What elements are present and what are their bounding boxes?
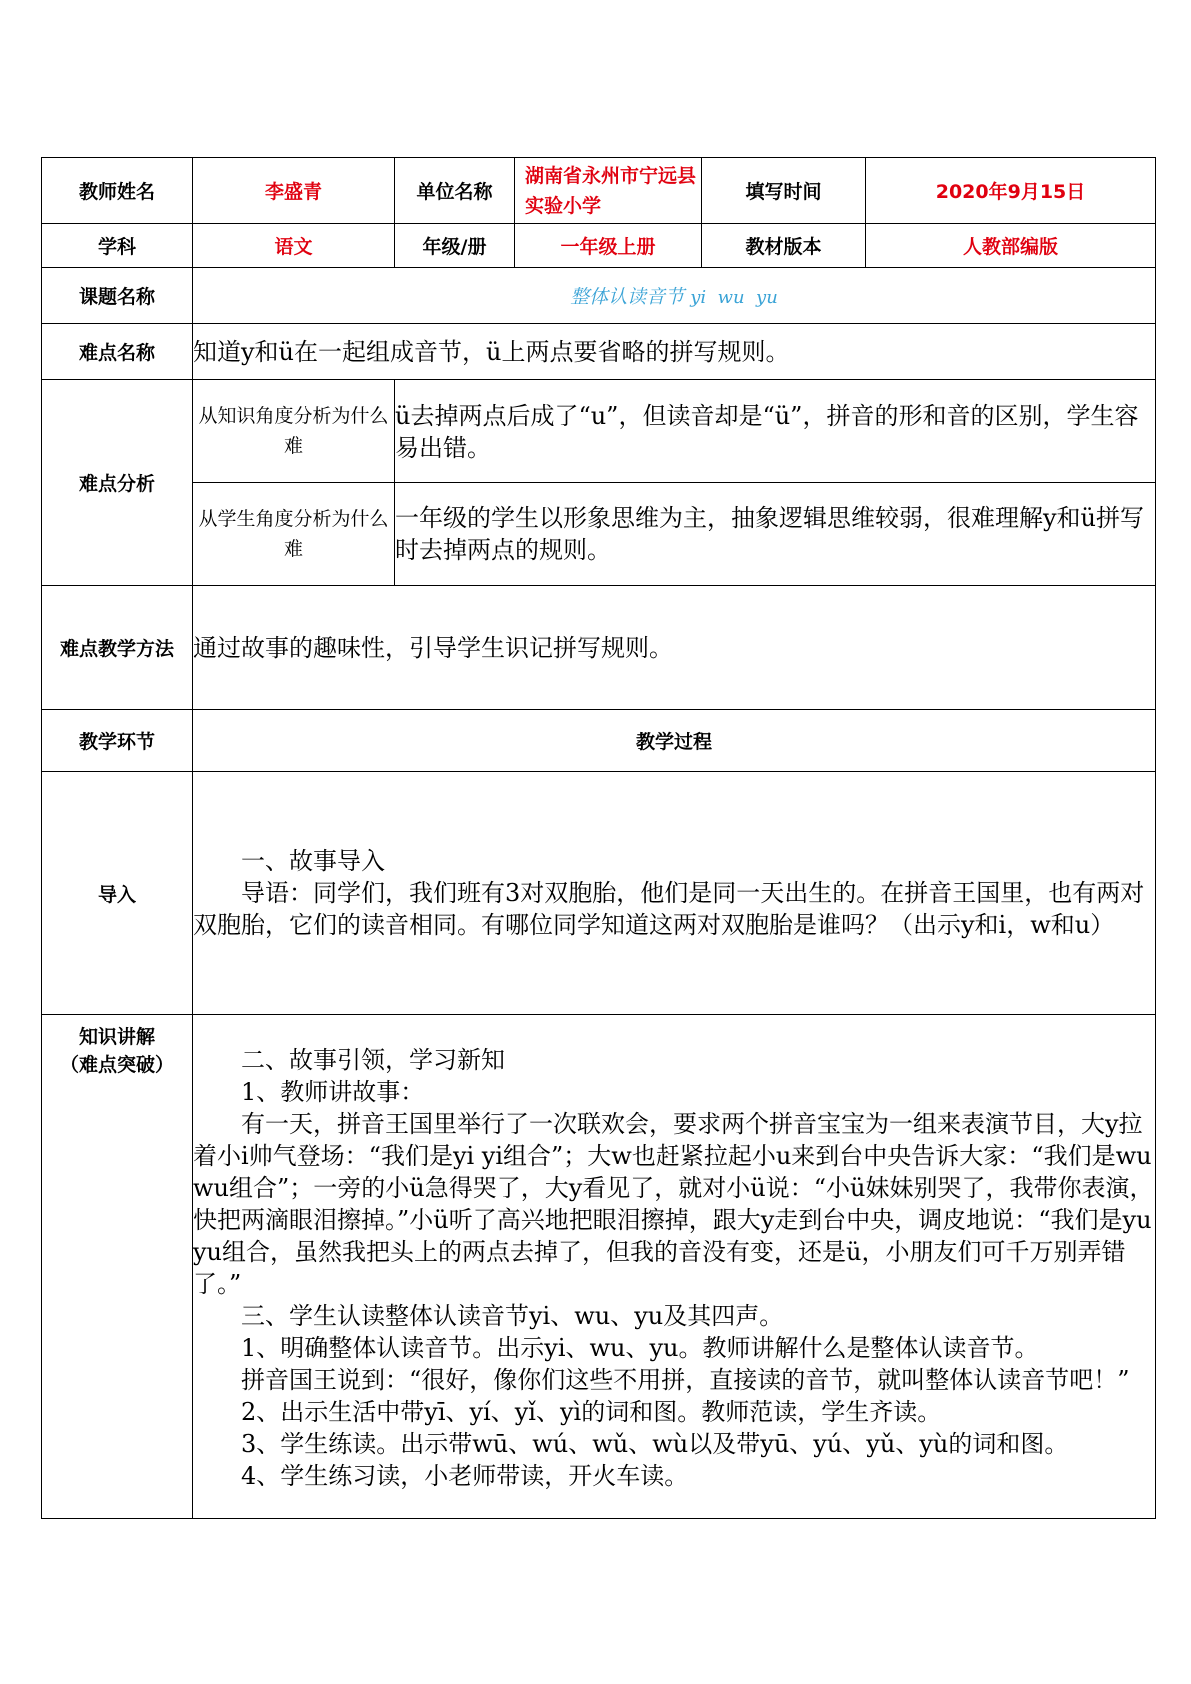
fill-time-label: 填写时间: [702, 158, 866, 224]
intro-paragraph: 导语：同学们，我们班有3对双胞胎，他们是同一天出生的。在拼音王国里，也有两对双胞胎，它们的读音相同。有哪位同学知道这两对双胞胎是谁吗？（出示y和i，w和u）: [193, 879, 1145, 939]
edition-value: 人教部编版: [866, 224, 1156, 268]
teacher-name-value: 李盛青: [193, 158, 395, 224]
topic-title-cn: 整体认读音节: [570, 286, 685, 308]
analysis-row-knowledge: [42, 380, 1156, 483]
topic-title-pinyin: yi wu yu: [690, 287, 778, 308]
knowledge-label-line1: 知识讲解: [78, 1026, 155, 1048]
difficulty-text: 知道y和ü在一起组成音节，ü上两点要省略的拼写规则。: [193, 324, 1156, 380]
knowledge-paragraph: 2、出示生活中带yī、yí、yǐ、yì的词和图。教师范读，学生齐读。: [241, 1397, 942, 1426]
student-angle-label: 从学生角度分析为什么难: [193, 483, 395, 586]
process-header-row: [42, 710, 1156, 772]
header-row-2: [42, 224, 1156, 268]
method-text: 通过故事的趣味性，引导学生识记拼写规则。: [193, 586, 1156, 710]
knowledge-row: [42, 1015, 1156, 1519]
knowledge-paragraph: 1、教师讲故事：: [241, 1077, 425, 1106]
unit-value: 湖南省永州市宁远县实验小学: [515, 158, 702, 224]
lesson-plan-table: [41, 157, 1156, 1519]
knowledge-paragraph: 4、学生练习读，小老师带读，开火车读。: [241, 1461, 689, 1490]
knowledge-content: [193, 1015, 1156, 1519]
header-row-1: [42, 158, 1156, 224]
difficulty-row: [42, 324, 1156, 380]
teacher-name-label: 教师姓名: [42, 158, 193, 224]
intro-paragraph: 一、故事导入: [241, 847, 385, 875]
subject-label: 学科: [42, 224, 193, 268]
knowledge-paragraph: 3、学生练读。出示带wū、wú、wǔ、wù以及带yū、yú、yǔ、yù的词和图。: [241, 1429, 1069, 1458]
method-label: 难点教学方法: [42, 586, 193, 710]
knowledge-paragraph: 拼音国王说到：“很好，像你们这些不用拼，直接读的音节，就叫整体认读音节吧！”: [241, 1365, 1130, 1394]
topic-row: [42, 268, 1156, 324]
process-header: 教学过程: [193, 710, 1156, 772]
intro-row: [42, 772, 1156, 1015]
stage-header: 教学环节: [42, 710, 193, 772]
knowledge-label-line2: （难点突破）: [59, 1054, 174, 1076]
intro-content: [193, 772, 1156, 1015]
grade-value: 一年级上册: [515, 224, 702, 268]
topic-title: [193, 268, 1156, 324]
fill-time-value: 2020年9月15日: [866, 158, 1156, 224]
analysis-row-student: [42, 483, 1156, 586]
intro-label: 导入: [42, 772, 193, 1015]
difficulty-label: 难点名称: [42, 324, 193, 380]
knowledge-angle-text: ü去掉两点后成了“u”，但读音却是“ü”，拼音的形和音的区别，学生容易出错。: [395, 380, 1156, 483]
knowledge-paragraph: 二、故事引领，学习新知: [241, 1045, 505, 1074]
topic-label: 课题名称: [42, 268, 193, 324]
grade-label: 年级/册: [395, 224, 515, 268]
student-angle-text: 一年级的学生以形象思维为主，抽象逻辑思维较弱，很难理解y和ü拼写时去掉两点的规则。: [395, 483, 1156, 586]
subject-value: 语文: [193, 224, 395, 268]
knowledge-paragraph: 三、学生认读整体认读音节yi、wu、yu及其四声。: [241, 1301, 784, 1330]
knowledge-angle-label: 从知识角度分析为什么难: [193, 380, 395, 483]
method-row: [42, 586, 1156, 710]
edition-label: 教材版本: [702, 224, 866, 268]
knowledge-paragraph: 1、明确整体认读音节。出示yi、wu、yu。教师讲解什么是整体认读音节。: [241, 1333, 1039, 1362]
knowledge-paragraph: 有一天，拼音王国里举行了一次联欢会，要求两个拼音宝宝为一组来表演节目，大y拉着小i帅气登场：“我们是yi yi组合”；大w也赶紧拉起小u来到台中央告诉大家：“我们是wu wu组合”；一旁的小ü急得哭了，大y看见了，就对小ü说：“小ü妹妹别哭了，我带你表演，快把两滴眼泪擦掉。”小ü听了高兴地把眼泪擦掉，跟大y走到台中央，调皮地说：“我们是yu yu组合，虽然我把头上的两点去掉了，但我的音没有变，还是ü，小朋友们可千万别弄错了。”: [193, 1109, 1154, 1298]
knowledge-label: [42, 1015, 193, 1519]
unit-label: 单位名称: [395, 158, 515, 224]
analysis-label: 难点分析: [42, 380, 193, 586]
